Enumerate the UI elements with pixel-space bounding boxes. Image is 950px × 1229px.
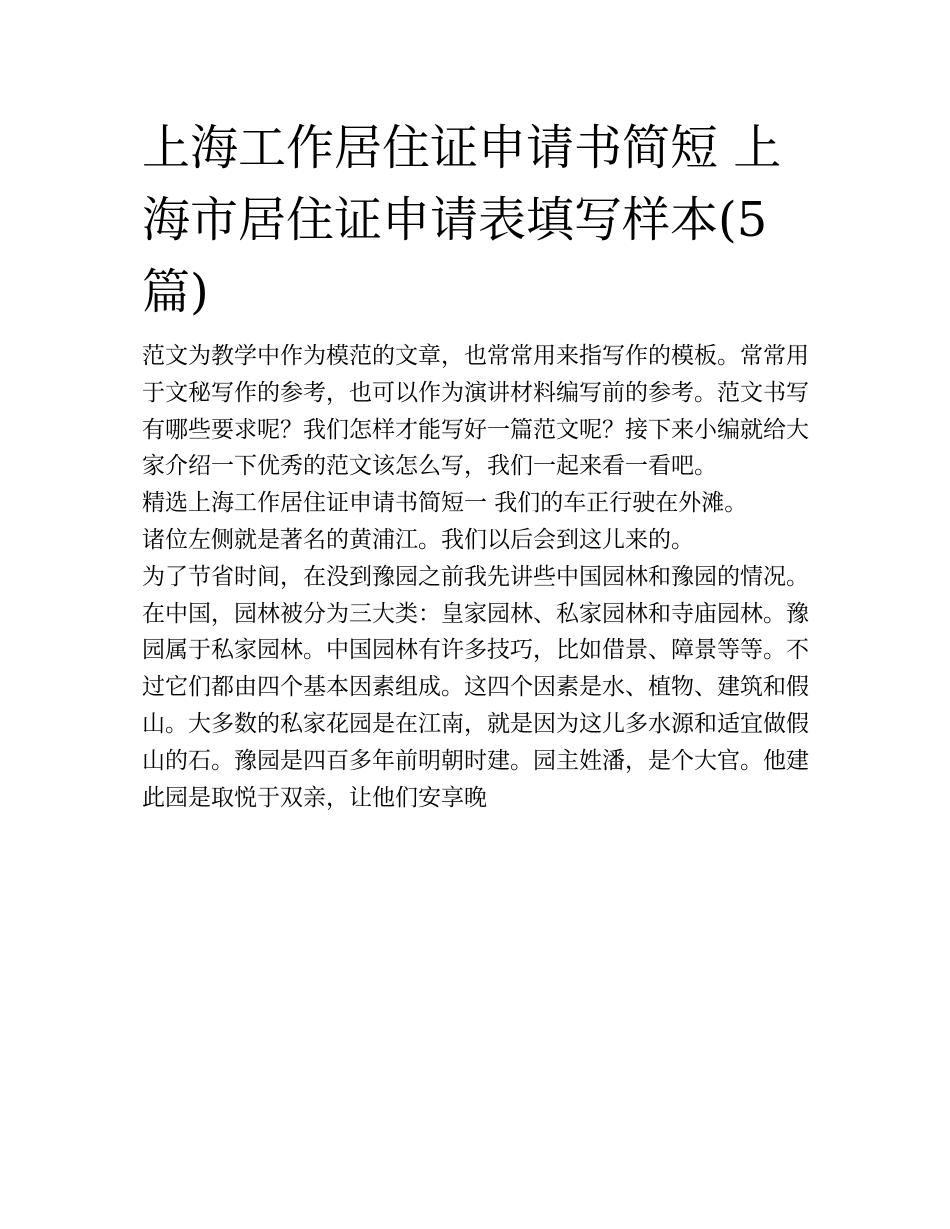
paragraph-time-saving: 为了节省时间，在没到豫园之前我先讲些中国园林和豫园的情况。 bbox=[142, 563, 809, 590]
document-page bbox=[142, 112, 817, 816]
paragraph-section-heading: 精选上海工作居住证申请书简短一 我们的车正行驶在外滩。 bbox=[142, 490, 748, 517]
paragraph-gardens: 在中国，园林被分为三大类：皇家园林、私家园林和寺庙园林。豫园属于私家园林。中国园林有许多技巧，比如借景、障景等等。不过它们都由四个基本因素组成。这四个因素是水、植物、建筑和假山。大多数的私家花园是在江南，就是因为这儿多水源和适宜做假山的石。豫园是四百多年前明朝时建。园主姓潘，是个大官。他建此园是取悦于双亲，让他们安享晚 bbox=[142, 600, 809, 811]
paragraph-huangpu: 诸位左侧就是著名的黄浦江。我们以后会到这儿来的。 bbox=[142, 526, 694, 553]
document-title: 上海工作居住证申请书简短 上海市居住证申请表填写样本(5篇) bbox=[142, 120, 782, 320]
paragraph-intro: 范文为教学中作为模范的文章，也常常用来指写作的模板。常常用于文秘写作的参考，也可以作为演讲材料编写前的参考。范文书写有哪些要求呢？我们怎样才能写好一篇范文呢？接下来小编就给大家介绍一下优秀的范文该怎么写，我们一起来看一看吧。 bbox=[142, 343, 809, 480]
document-body bbox=[142, 338, 817, 816]
